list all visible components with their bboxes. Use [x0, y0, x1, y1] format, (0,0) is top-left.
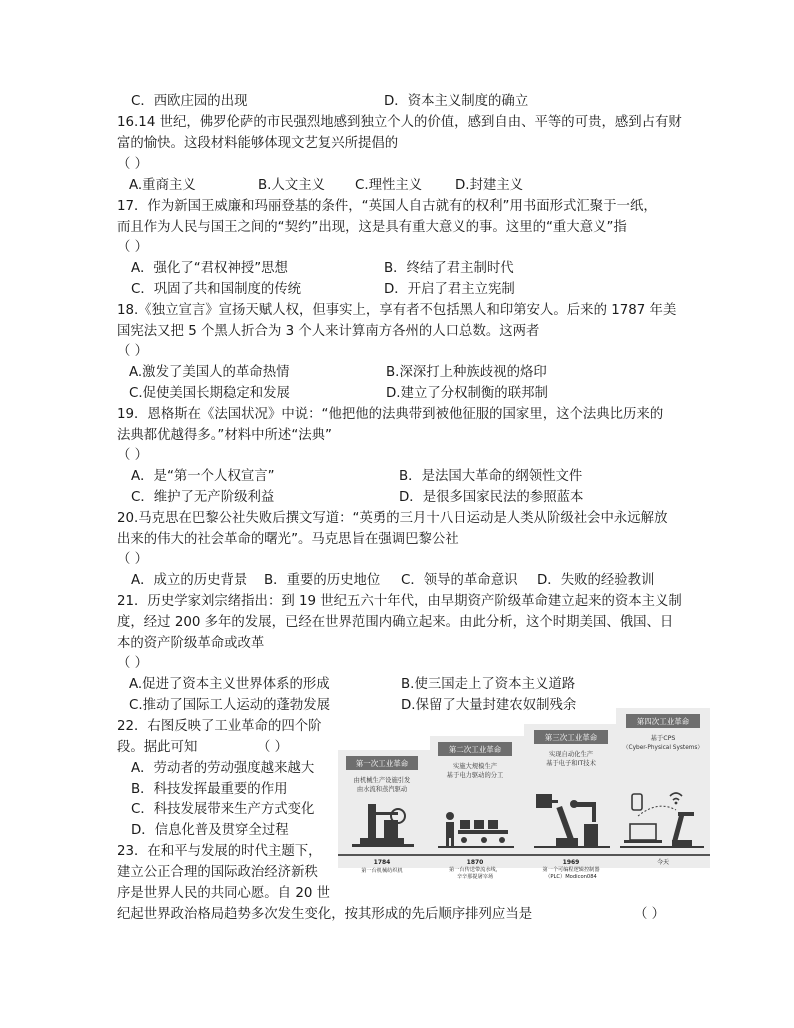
stage4-step-bg	[616, 708, 710, 868]
q16-option-c: C.理性主义	[355, 178, 423, 193]
q18-option-c: C.促使美国长期稳定和发展	[129, 386, 290, 401]
stage2-title: 第二次工业革命	[448, 745, 502, 754]
stage2-desc2: 基于电力驱动的分工	[446, 772, 504, 779]
q21-stem-line1: 21．历史学家刘宗绪指出：到 19 世纪五六十年代，由早期资产阶级革命建立起来的资本主义制	[117, 594, 682, 609]
stage3-desc2: 基于电子和IT技术	[546, 760, 596, 767]
q17-option-a: A．强化了“君权神授”思想	[131, 261, 288, 276]
q23-answer-blank: （ ）	[634, 907, 666, 922]
q20-stem-line1: 20.马克思在巴黎公社失败后撰文写道：“英勇的三月十八日运动是人类从阶级社会中永远解放	[117, 511, 668, 526]
q15-option-c: C．西欧庄园的出现	[131, 94, 248, 109]
stage3-note2: （PLC）Modicon084	[545, 874, 597, 880]
q23-stem-line2: 建立公正合理的国际政治经济新秩	[117, 865, 318, 880]
q20-option-d: D．失败的经验教训	[537, 573, 655, 588]
stage1-year: 1784	[373, 859, 391, 866]
q21-stem-line3: 本的资产阶级革命或改革	[117, 636, 265, 651]
q22-option-a: A．劳动者的劳动强度越来越大	[131, 761, 315, 776]
q18-stem-line1: 18.《独立宣言》宣扬天赋人权，但事实上，享有者不包括黑人和印第安人。后来的 1787 年美	[117, 303, 677, 318]
q16-stem-line1: 16.14 世纪，佛罗伦萨的市民强烈地感到独立个人的价值，感到自由、平等的可贵，感到占有财	[117, 115, 682, 130]
stage2-note2: 辛辛那提屠宰场	[456, 874, 494, 880]
stage1-title: 第一次工业革命	[355, 759, 409, 768]
stage1-note1: 第一台机械纺织机	[361, 868, 403, 874]
q20-option-b: B．重要的历史地位	[264, 573, 381, 588]
q21-answer-blank: （ ）	[117, 656, 149, 671]
industrial-revolution-figure	[338, 708, 710, 880]
q17-option-d: D．开启了君主立宪制	[384, 282, 515, 297]
stage3-desc1: 实现自动化生产	[548, 751, 594, 758]
stage3-title: 第三次工业革命	[544, 733, 598, 742]
q19-option-b: B．是法国大革命的纲领性文件	[399, 469, 583, 484]
q18-stem-line2: 国宪法又把 5 个黑人折合为 3 个人来计算南方各州的人口总数。这两者	[117, 324, 540, 339]
q18-option-a: A.激发了美国人的革命热情	[129, 365, 290, 380]
stage3-note1: 第一个可编程逻辑控制器	[542, 867, 600, 873]
q16-option-d: D.封建主义	[455, 178, 524, 193]
q21-option-b: B.使三国走上了资本主义道路	[401, 677, 576, 692]
q20-answer-blank: （ ）	[117, 552, 149, 567]
stage2-note1: 第一台传送带流水线，	[449, 867, 501, 873]
q16-answer-blank: （ ）	[117, 157, 149, 172]
q22-stem-line2: 段。据此可知	[117, 740, 198, 755]
q21-stem-line2: 度，经过 200 多年的发展，已经在世界范围内确立起来。由此分析，这个时期美国、俄国、日	[117, 615, 674, 630]
q20-option-c: C．领导的革命意识	[401, 573, 518, 588]
stage1-desc2: 由水流和蒸汽驱动	[356, 786, 408, 793]
q19-option-d: D．是很多国家民法的参照蓝本	[399, 490, 584, 505]
q22-answer-blank: （ ）	[257, 740, 289, 755]
q23-stem-line1: 23．在和平与发展的时代主题下，	[117, 844, 322, 859]
q15-option-d: D．资本主义制度的确立	[384, 94, 529, 109]
q17-stem-line1: 17．作为新国王威廉和玛丽登基的条件，“英国人自古就有的权利”用书面形式汇聚于一纸，	[117, 199, 657, 214]
q17-answer-blank: （ ）	[117, 240, 149, 255]
q20-option-a: A．成立的历史背景	[131, 573, 248, 588]
stage4-title: 第四次工业革命	[636, 717, 690, 726]
q17-stem-line2: 而且作为人民与国王之间的“契约”出现，这是具有重大意义的事。这里的“重大意义”指	[117, 220, 627, 235]
q21-option-a: A.促进了资本主义世界体系的形成	[129, 677, 330, 692]
q16-stem-line2: 富的愉快。这段材料能够体现文艺复兴所提倡的	[117, 136, 399, 151]
q18-answer-blank: （ ）	[117, 344, 149, 359]
q23-stem-line4: 纪起世界政治格局趋势多次发生变化，按其形成的先后顺序排列应当是	[117, 907, 533, 922]
q19-answer-blank: （ ）	[117, 448, 149, 463]
timeline-axis	[338, 854, 710, 856]
q17-option-b: B．终结了君主制时代	[384, 261, 514, 276]
q19-option-a: A．是“第一个人权宣言”	[131, 469, 275, 484]
stage3-year: 1969	[562, 859, 580, 866]
q18-option-d: D.建立了分权制衡的联邦制	[386, 386, 548, 401]
q17-option-c: C．巩固了共和国制度的传统	[131, 282, 302, 297]
q22-option-c: C．科技发展带来生产方式变化	[131, 802, 315, 817]
q22-option-d: D．信息化普及贯穿全过程	[131, 823, 289, 838]
q21-option-d: D.保留了大量封建农奴制残余	[401, 698, 577, 713]
q22-option-b: B．科技发挥最重要的作用	[131, 782, 288, 797]
q19-stem-line2: 法典都优越得多。”材料中所述“法典”	[117, 428, 332, 443]
q22-stem-line1: 22．右图反映了工业革命的四个阶	[117, 719, 322, 734]
q18-option-b: B.深深打上种族歧视的烙印	[386, 365, 547, 380]
q19-stem-line1: 19．恩格斯在《法国状况》中说：“他把他的法典带到被他征服的国家里，这个法典比历来的	[117, 407, 664, 422]
q23-stem-line3: 序是世界人民的共同心愿。自 20 世	[117, 886, 331, 901]
stage1-desc1: 由机械生产设施引发	[353, 777, 411, 784]
q16-option-a: A.重商主义	[129, 178, 196, 193]
q21-option-c: C.推动了国际工人运动的蓬勃发展	[129, 698, 331, 713]
today-label: 今天	[656, 859, 670, 866]
stage2-desc1: 实施大规模生产	[452, 763, 498, 770]
q20-stem-line2: 出来的伟大的社会革命的曙光”。马克思旨在强调巴黎公社	[117, 532, 459, 547]
q16-option-b: B.人文主义	[258, 178, 326, 193]
stage2-year: 1870	[466, 859, 484, 866]
q19-option-c: C．维护了无产阶级利益	[131, 490, 275, 505]
stage4-desc1: 基于CPS	[650, 735, 676, 742]
stage4-desc2: （Cyber-Physical Systems）	[622, 745, 704, 751]
